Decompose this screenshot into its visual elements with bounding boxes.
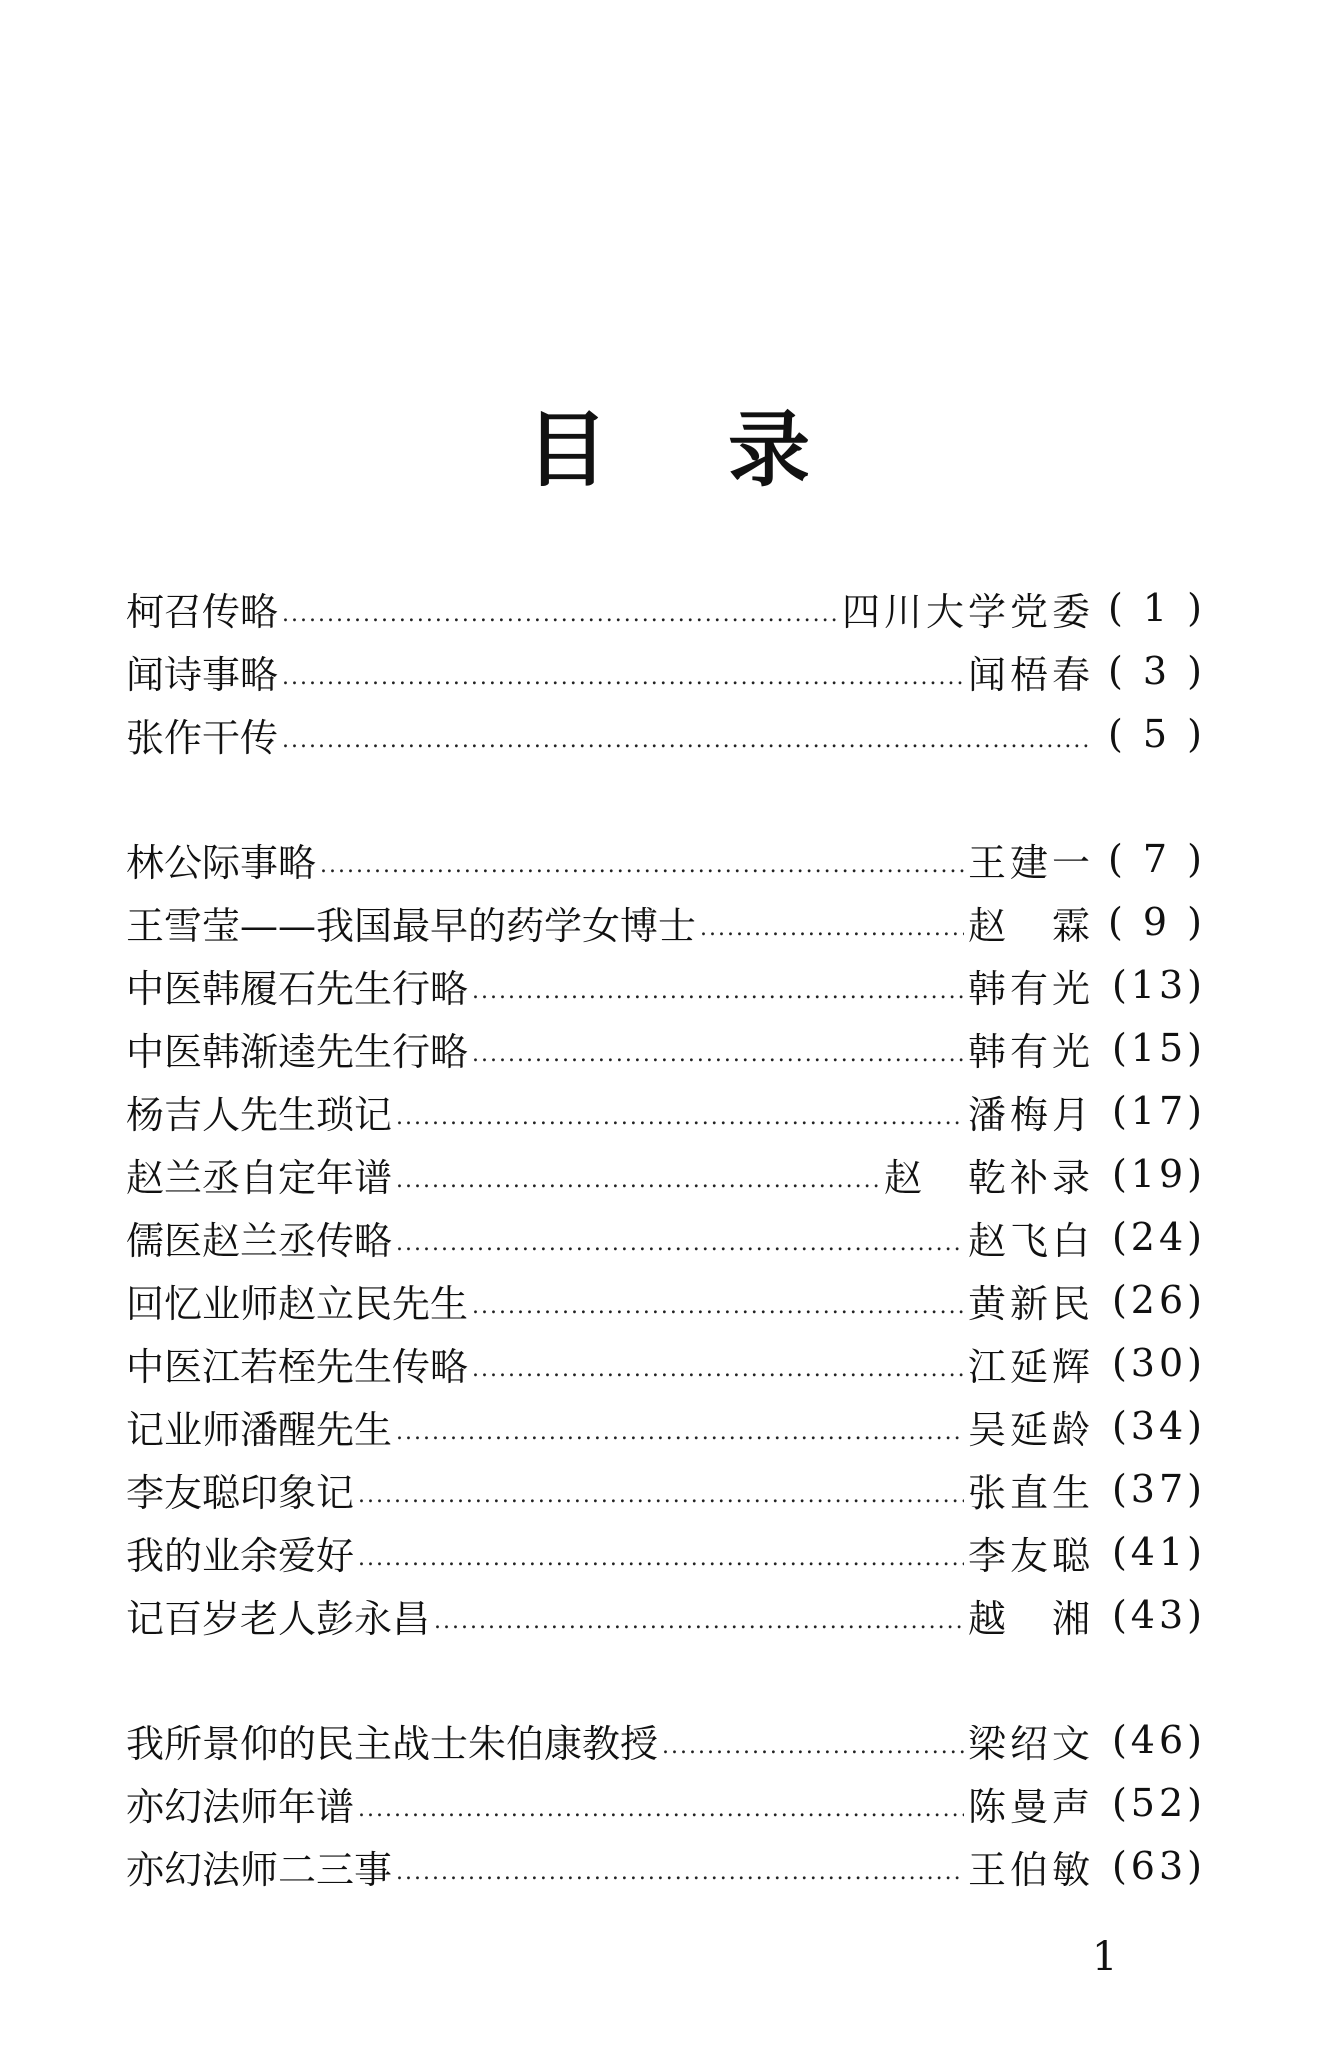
toc-entry[interactable]	[126, 1020, 1206, 1076]
toc-entry[interactable]	[126, 1712, 1206, 1768]
entry-title: 记业师潘醒先生	[126, 1407, 393, 1452]
leader-dots	[472, 979, 964, 1004]
page-number: 1	[1092, 1934, 1118, 1980]
entry-page: (26)	[1111, 1278, 1206, 1322]
leader-dots	[396, 1168, 880, 1193]
leader-dots	[282, 665, 964, 690]
toc-entry[interactable]	[126, 1587, 1206, 1643]
entry-page: (63)	[1111, 1844, 1206, 1888]
entry-author: 四川大学党委	[841, 589, 1094, 634]
entry-page: (41)	[1111, 1530, 1206, 1574]
leader-dots	[358, 1797, 964, 1822]
entry-page: (34)	[1111, 1404, 1206, 1448]
entry-author: 赵 霖	[967, 903, 1094, 948]
entry-author: 江延辉	[967, 1344, 1094, 1389]
toc-entry[interactable]	[126, 957, 1206, 1013]
leader-dots	[396, 1420, 964, 1445]
entry-page: (15)	[1111, 1026, 1206, 1070]
toc-entry[interactable]	[126, 1146, 1206, 1202]
toc-entry[interactable]	[126, 1335, 1206, 1391]
entry-title: 记百岁老人彭永昌	[126, 1596, 431, 1641]
entry-author: 韩有光	[967, 1029, 1094, 1074]
entry-page: ( 1 )	[1108, 586, 1206, 630]
toc-entry[interactable]	[126, 1838, 1206, 1894]
toc-entry[interactable]	[126, 1524, 1206, 1580]
entry-title: 林公际事略	[126, 840, 317, 885]
page-title	[0, 385, 1336, 502]
entry-title: 中医韩履石先生行略	[126, 966, 469, 1011]
leader-dots	[396, 1105, 964, 1130]
leader-dots	[282, 728, 1090, 753]
entry-author: 李友聪	[967, 1533, 1094, 1578]
entry-title: 儒医赵兰丞传略	[126, 1218, 393, 1263]
entry-page: (17)	[1111, 1089, 1206, 1133]
entry-title: 亦幻法师二三事	[126, 1847, 393, 1892]
entry-page: ( 5 )	[1108, 712, 1206, 756]
leader-dots	[472, 1357, 964, 1382]
toc-entry[interactable]	[126, 706, 1206, 762]
leader-dots	[700, 916, 964, 941]
entry-title: 李友聪印象记	[126, 1470, 355, 1515]
entry-author: 闻梧春	[967, 652, 1094, 697]
leader-dots	[396, 1231, 964, 1256]
entry-author: 赵飞白	[967, 1218, 1094, 1263]
leader-dots	[662, 1734, 964, 1759]
entry-title: 王雪莹——我国最早的药学女博士	[126, 903, 697, 948]
entry-title: 我所景仰的民主战士朱伯康教授	[126, 1721, 659, 1766]
entry-author: 潘梅月	[967, 1092, 1094, 1137]
entry-author: 韩有光	[967, 966, 1094, 1011]
toc-entry[interactable]	[126, 1272, 1206, 1328]
leader-dots	[320, 853, 964, 878]
entry-page: (46)	[1111, 1718, 1206, 1762]
entry-author: 梁绍文	[967, 1721, 1094, 1766]
entry-title: 亦幻法师年谱	[126, 1784, 355, 1829]
entry-author: 越 湘	[967, 1596, 1094, 1641]
toc-entry[interactable]	[126, 1398, 1206, 1454]
entry-title: 杨吉人先生琐记	[126, 1092, 393, 1137]
entry-page: (52)	[1111, 1781, 1206, 1825]
entry-page: (30)	[1111, 1341, 1206, 1385]
entry-title: 回忆业师赵立民先生	[126, 1281, 469, 1326]
toc-entry[interactable]	[126, 1083, 1206, 1139]
entry-title: 赵兰丞自定年谱	[126, 1155, 393, 1200]
entry-title: 柯召传略	[126, 589, 279, 634]
toc-entry[interactable]	[126, 1461, 1206, 1517]
leader-dots	[358, 1483, 964, 1508]
entry-author: 王伯敏	[967, 1847, 1094, 1892]
entry-title: 中医江若桎先生传略	[126, 1344, 469, 1389]
entry-author: 赵 乾补录	[883, 1155, 1094, 1200]
toc-entry[interactable]	[126, 1209, 1206, 1265]
entry-page: (24)	[1111, 1215, 1206, 1259]
entry-page: (37)	[1111, 1467, 1206, 1511]
entry-author: 王建一	[967, 840, 1094, 885]
leader-dots	[396, 1860, 964, 1885]
entry-page: (43)	[1111, 1593, 1206, 1637]
toc-entry[interactable]	[126, 831, 1206, 887]
entry-author: 陈曼声	[967, 1784, 1094, 1829]
leader-dots	[282, 602, 838, 627]
toc-entry[interactable]	[126, 643, 1206, 699]
entry-author: 张直生	[967, 1470, 1094, 1515]
entry-page: (13)	[1111, 963, 1206, 1007]
leader-dots	[472, 1042, 964, 1067]
entry-title: 闻诗事略	[126, 652, 279, 697]
title-char-1: 目	[525, 402, 608, 498]
entry-page: (19)	[1111, 1152, 1206, 1196]
entry-title: 中医韩渐逵先生行略	[126, 1029, 469, 1074]
leader-dots	[358, 1546, 964, 1571]
title-char-2: 录	[728, 402, 811, 498]
entry-title: 张作干传	[126, 715, 279, 760]
toc-entry[interactable]	[126, 1775, 1206, 1831]
entry-title: 我的业余爱好	[126, 1533, 355, 1578]
toc-entry[interactable]	[126, 894, 1206, 950]
entry-page: ( 9 )	[1108, 900, 1206, 944]
toc-entry[interactable]	[126, 580, 1206, 636]
leader-dots	[472, 1294, 964, 1319]
entry-author: 吴延龄	[967, 1407, 1094, 1452]
entry-page: ( 7 )	[1108, 837, 1206, 881]
entry-page: ( 3 )	[1108, 649, 1206, 693]
entry-author: 黄新民	[967, 1281, 1094, 1326]
leader-dots	[434, 1609, 964, 1634]
